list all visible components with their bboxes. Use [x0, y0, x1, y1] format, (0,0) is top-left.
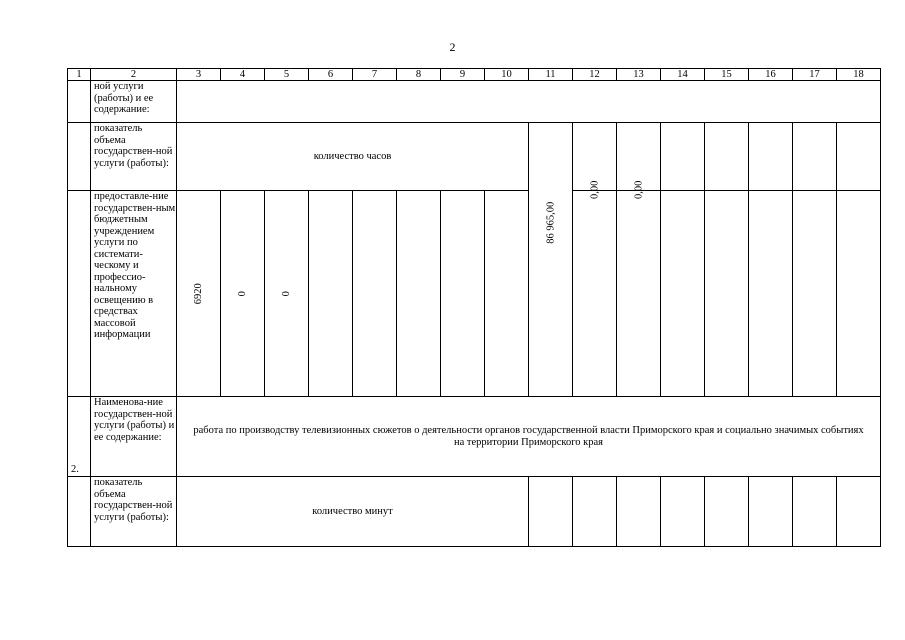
service-description-cell: работа по производству телевизионных сюжетов о деятельности органов государственной власти Приморского края и социально значимых событиях на территории Приморского края — [177, 397, 881, 477]
row-label: показатель объема государствен-ной услуги (работы): — [91, 477, 177, 547]
empty-cell — [705, 477, 749, 547]
empty-cell — [705, 123, 749, 191]
column-header: 2 — [91, 69, 177, 81]
column-header: 13 — [617, 69, 661, 81]
empty-cell — [793, 191, 837, 397]
empty-cell — [749, 123, 793, 191]
empty-cell — [793, 123, 837, 191]
table-row — [68, 397, 881, 477]
column-header: 4 — [221, 69, 265, 81]
table-row — [68, 477, 881, 547]
table-row — [68, 123, 881, 191]
unit-merged-cell: количество часов — [177, 123, 529, 191]
row-label: предоставле-ние государствен-ным бюджетным учреждением услуги по системати-ческому и профессио-нальному освещению в средствах массовой информации — [91, 191, 177, 397]
row-number-cell — [68, 477, 91, 547]
empty-cell — [837, 477, 881, 547]
column-header: 10 — [485, 69, 529, 81]
table-row — [68, 81, 881, 123]
merged-empty-cell — [177, 81, 881, 123]
column-header: 12 — [573, 69, 617, 81]
value-text: 0,00 — [632, 180, 644, 199]
empty-cell — [837, 123, 881, 191]
value-text: 0 — [236, 290, 248, 297]
column-header: 9 — [441, 69, 485, 81]
value-cell-3 — [177, 191, 221, 397]
empty-cell — [397, 191, 441, 397]
value-text: 86 965,00 — [544, 201, 556, 244]
column-header: 3 — [177, 69, 221, 81]
value-text: 0 — [280, 290, 292, 297]
row-number-cell — [68, 191, 91, 397]
empty-cell — [485, 191, 529, 397]
value-cell-5 — [265, 191, 309, 397]
column-header: 11 — [529, 69, 573, 81]
column-header: 14 — [661, 69, 705, 81]
row-number-cell: 2. — [68, 397, 91, 477]
column-header: 1 — [68, 69, 91, 81]
column-header: 16 — [749, 69, 793, 81]
value-cell-13 — [617, 180, 661, 397]
column-header: 17 — [793, 69, 837, 81]
column-header: 6 — [309, 69, 353, 81]
row-number-cell — [68, 123, 91, 191]
empty-cell — [661, 477, 705, 547]
unit-merged-cell: количество минут — [177, 477, 529, 547]
row-label: Наименова-ние государствен-ной услуги (работы) и ее содержание: — [91, 397, 177, 477]
column-header: 7 — [353, 69, 397, 81]
document-table — [67, 68, 881, 547]
row-number-cell — [68, 81, 91, 123]
empty-cell — [661, 191, 705, 397]
empty-cell — [529, 477, 573, 547]
column-header: 8 — [397, 69, 441, 81]
empty-cell — [749, 477, 793, 547]
empty-cell — [661, 123, 705, 191]
value-cell-12 — [573, 180, 617, 397]
table-header-row — [68, 69, 881, 81]
value-cell-11 — [529, 123, 573, 397]
value-cell-4 — [221, 191, 265, 397]
empty-cell — [353, 191, 397, 397]
table-row — [68, 191, 881, 397]
empty-cell — [749, 191, 793, 397]
empty-cell — [441, 191, 485, 397]
column-header: 5 — [265, 69, 309, 81]
row-label: ной услуги (работы) и ее содержание: — [91, 81, 177, 123]
row-label: показатель объема государствен-ной услуги (работы): — [91, 123, 177, 191]
empty-cell — [573, 477, 617, 547]
value-text: 0,00 — [588, 180, 600, 199]
page-number: 2 — [449, 40, 456, 54]
empty-cell — [309, 191, 353, 397]
empty-cell — [837, 191, 881, 397]
value-text: 6920 — [192, 283, 204, 304]
empty-cell — [793, 477, 837, 547]
column-header: 18 — [837, 69, 881, 81]
empty-cell — [617, 477, 661, 547]
empty-cell — [705, 191, 749, 397]
column-header: 15 — [705, 69, 749, 81]
